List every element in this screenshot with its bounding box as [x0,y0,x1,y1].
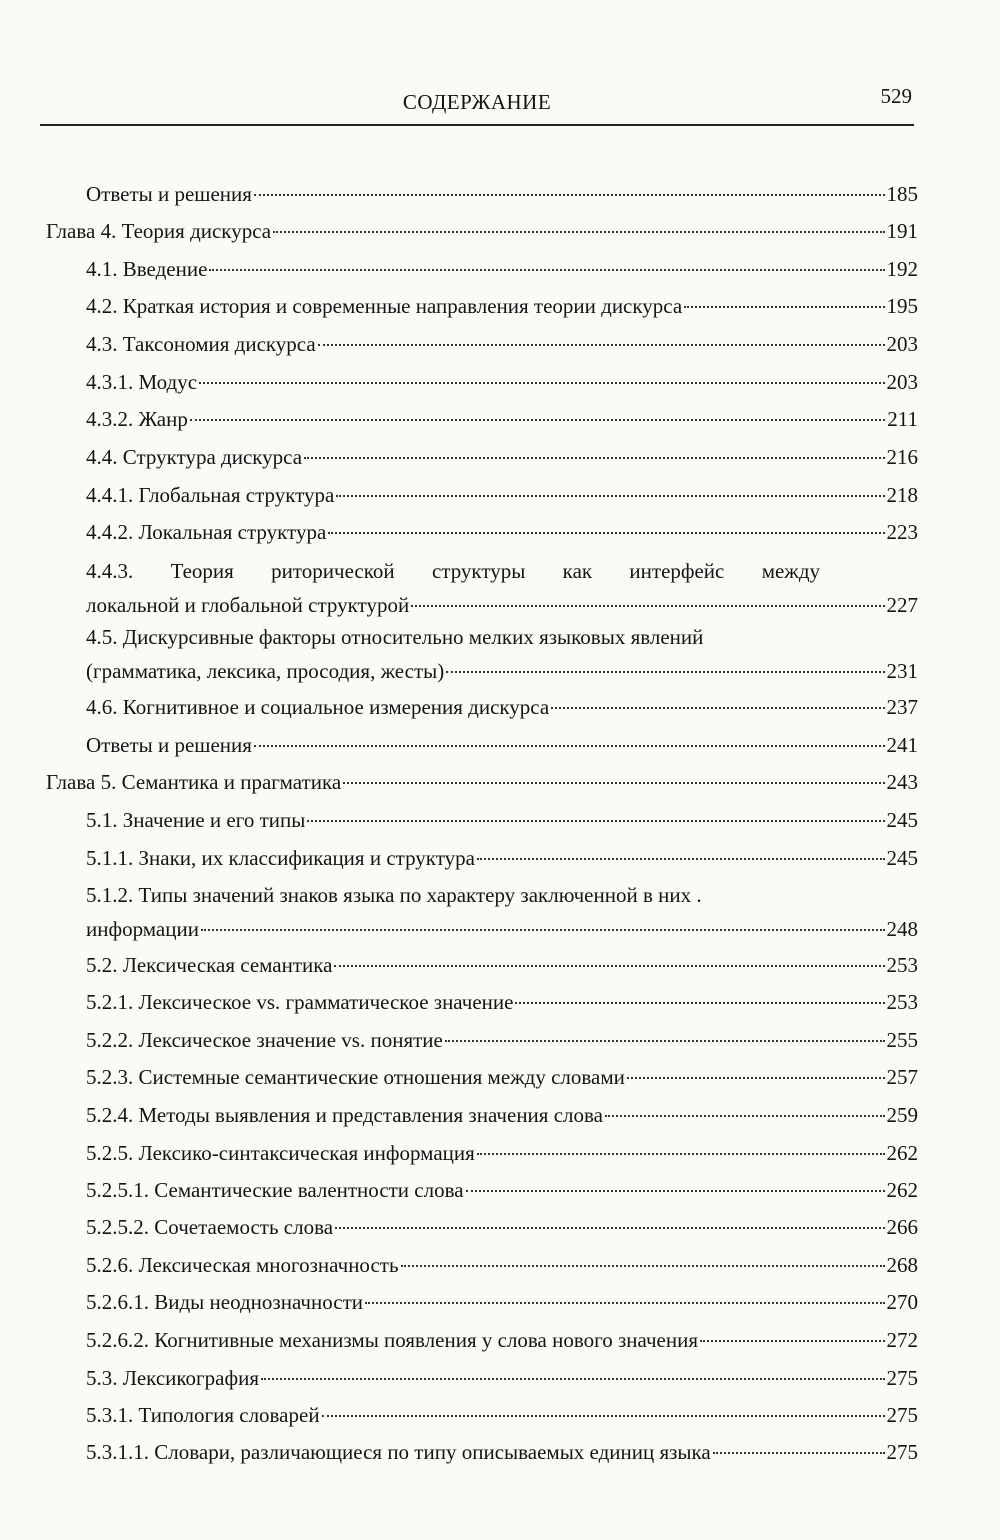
toc-entry-title: 5.2. Лексическая семантика [86,953,333,977]
toc-entry [86,952,918,978]
toc-entry-page: 241 [886,733,918,757]
toc-entry [86,444,918,470]
dot-leader [322,1415,885,1417]
toc-entry-title: Ответы и решения [86,182,252,206]
toc-entry [86,558,918,618]
toc-entry [86,732,918,758]
toc-entry-page: 257 [886,1065,918,1089]
toc-entry-page: 275 [886,1440,918,1464]
dot-leader [365,1302,885,1304]
dot-leader [401,1265,885,1267]
toc-entry [86,624,918,684]
toc-entry-page: 203 [886,370,918,394]
dot-leader [466,1190,885,1192]
toc-entry-page: 259 [886,1103,918,1127]
toc-entry [86,1289,918,1315]
toc-entry-page: 231 [886,659,918,683]
toc-entry-title: 5.3.1.1. Словари, различающиеся по типу описываемых единиц языка [86,1440,711,1464]
toc-entry-title: (грамматика, лексика, просодия, жесты) [86,659,445,683]
dot-leader [307,820,884,822]
dot-leader [477,858,885,860]
toc-entry-page: 195 [886,294,918,318]
toc-entry [86,369,918,395]
toc-entry-title: 5.2.3. Системные семантические отношения между словами [86,1065,625,1089]
toc-entry [86,1064,918,1090]
dot-leader [515,1002,884,1004]
toc-entry [86,1102,918,1128]
toc-entry-page: 218 [886,483,918,507]
toc-entry [86,1327,918,1353]
dot-leader [318,344,885,346]
toc-entry-page: 255 [886,1028,918,1052]
toc-entry-page: 203 [886,332,918,356]
toc-entry-page: 185 [886,182,918,206]
dot-leader [477,1153,885,1155]
toc-entry [86,1439,918,1465]
toc-entry-page: 262 [886,1141,918,1165]
toc-entry [86,181,918,207]
dot-leader [446,671,884,673]
toc-entry-title: 4.3.2. Жанр [86,407,188,431]
toc-entry-title: 5.2.1. Лексическое vs. грамматическое значение [86,990,514,1014]
toc-entry-title: 4.4.1. Глобальная структура [86,483,335,507]
dot-leader [684,306,884,308]
toc-entry-page: 216 [886,445,918,469]
toc-entry-title: 5.2.5. Лексико-синтаксическая информация [86,1141,475,1165]
dot-leader [336,495,884,497]
toc-entry [86,1402,918,1428]
dot-leader [201,929,885,931]
toc-entry-page: 223 [886,520,918,544]
dot-leader [551,707,884,709]
dot-leader [334,965,884,967]
toc-entry-title: 4.3. Таксономия дискурса [86,332,316,356]
toc-entry-title: 5.2.6. Лексическая многозначность [86,1253,399,1277]
toc-entry-title: Глава 5. Семантика и прагматика [46,770,342,794]
toc-entry-page: 272 [886,1328,918,1352]
dot-leader [199,382,884,384]
toc-entry-title: 4.4.2. Локальная структура [86,520,327,544]
dot-leader [304,457,884,459]
toc-entry-page: 248 [886,917,918,941]
toc-entry-title: 4.2. Краткая история и современные направления теории дискурса [86,294,683,318]
toc-entry-title: 5.2.5.1. Семантические валентности слова [86,1178,464,1202]
toc-entry [86,256,918,282]
toc-entry-title-line1: 5.1.2. Типы значений знаков языка по характеру заключенной в них . [86,883,702,907]
toc-entry-page: 268 [886,1253,918,1277]
toc-chapter-entry [46,769,918,795]
dot-leader [343,782,884,784]
toc-entry-page: 243 [886,770,918,794]
toc-entry-title: 5.2.4. Методы выявления и представления значения слова [86,1103,603,1127]
toc-entry-page: 237 [886,695,918,719]
toc-entry [86,882,918,942]
dot-leader [627,1077,885,1079]
dot-leader [445,1040,885,1042]
toc-entry [86,1177,918,1203]
toc-entry [86,845,918,871]
toc-entry-page: 253 [886,990,918,1014]
toc-entry-title: 4.4. Структура дискурса [86,445,303,469]
toc-entry [86,1365,918,1391]
toc-entry-title: локальной и глобальной структурой [86,593,410,617]
toc-entry [86,293,918,319]
toc-entry-title: 5.2.6.2. Когнитивные механизмы появления у слова нового значения [86,1328,699,1352]
toc-entry [86,482,918,508]
toc-entry-title: Глава 4. Теория дискурса [46,219,272,243]
toc-entry [86,1140,918,1166]
toc-entry-page: 191 [886,219,918,243]
toc-entry-page: 253 [886,953,918,977]
toc-entry [86,519,918,545]
dot-leader [713,1452,885,1454]
toc-entry [86,807,918,833]
toc-entry-title: 5.3.1. Типология словарей [86,1403,320,1427]
toc-entry-title: Ответы и решения [86,733,252,757]
toc-entry-title: 5.2.2. Лексическое значение vs. понятие [86,1028,443,1052]
dot-leader [261,1378,885,1380]
toc-entry-page: 266 [886,1215,918,1239]
toc-chapter-entry [46,218,918,244]
toc-entry-title: 5.1. Значение и его типы [86,808,306,832]
dot-leader [700,1340,884,1342]
toc-entry-page: 245 [886,846,918,870]
toc-entry [86,1214,918,1240]
toc-entry [86,989,918,1015]
toc-entry-title: 5.2.6.1. Виды неоднозначности [86,1290,363,1314]
dot-leader [209,269,884,271]
toc-entry-page: 211 [887,407,918,431]
dot-leader [335,1227,884,1229]
toc-entry-title: 4.3.1. Модус [86,370,198,394]
toc-entry-page: 275 [886,1366,918,1390]
toc-entry [86,1027,918,1053]
dot-leader [190,419,885,421]
toc-entry-page: 262 [886,1178,918,1202]
toc-entry-title: 5.3. Лексикография [86,1366,259,1390]
toc-entry [86,331,918,357]
toc-entry-page: 245 [886,808,918,832]
dot-leader [273,231,884,233]
page-number: 529 [880,84,912,108]
toc-entry-title: 4.6. Когнитивное и социальное измерения дискурса [86,695,550,719]
toc-entry-title: 5.1.1. Знаки, их классификация и структура [86,846,475,870]
toc-entry [86,1252,918,1278]
dot-leader [411,605,884,607]
toc-entry-page: 270 [886,1290,918,1314]
dot-leader [328,532,884,534]
dot-leader [605,1115,885,1117]
toc-entry-title-line1: 4.4.3. Теория риторической структуры как интерфейс между [86,559,820,583]
toc-entry-title: 4.1. Введение [86,257,208,281]
page-title: СОДЕРЖАНИЕ [402,90,552,114]
toc-entry-title: информации [86,917,199,941]
toc-entry-page: 192 [886,257,918,281]
dot-leader [254,745,885,747]
dot-leader [254,194,885,196]
toc-entry [86,694,918,720]
toc-entry-page: 275 [886,1403,918,1427]
toc-entry [86,406,918,432]
toc-entry-title-line1: 4.5. Дискурсивные факторы относительно мелких языковых явлений [86,625,704,649]
toc-entry-title: 5.2.5.2. Сочетаемость слова [86,1215,334,1239]
toc-entry-page: 227 [886,593,918,617]
